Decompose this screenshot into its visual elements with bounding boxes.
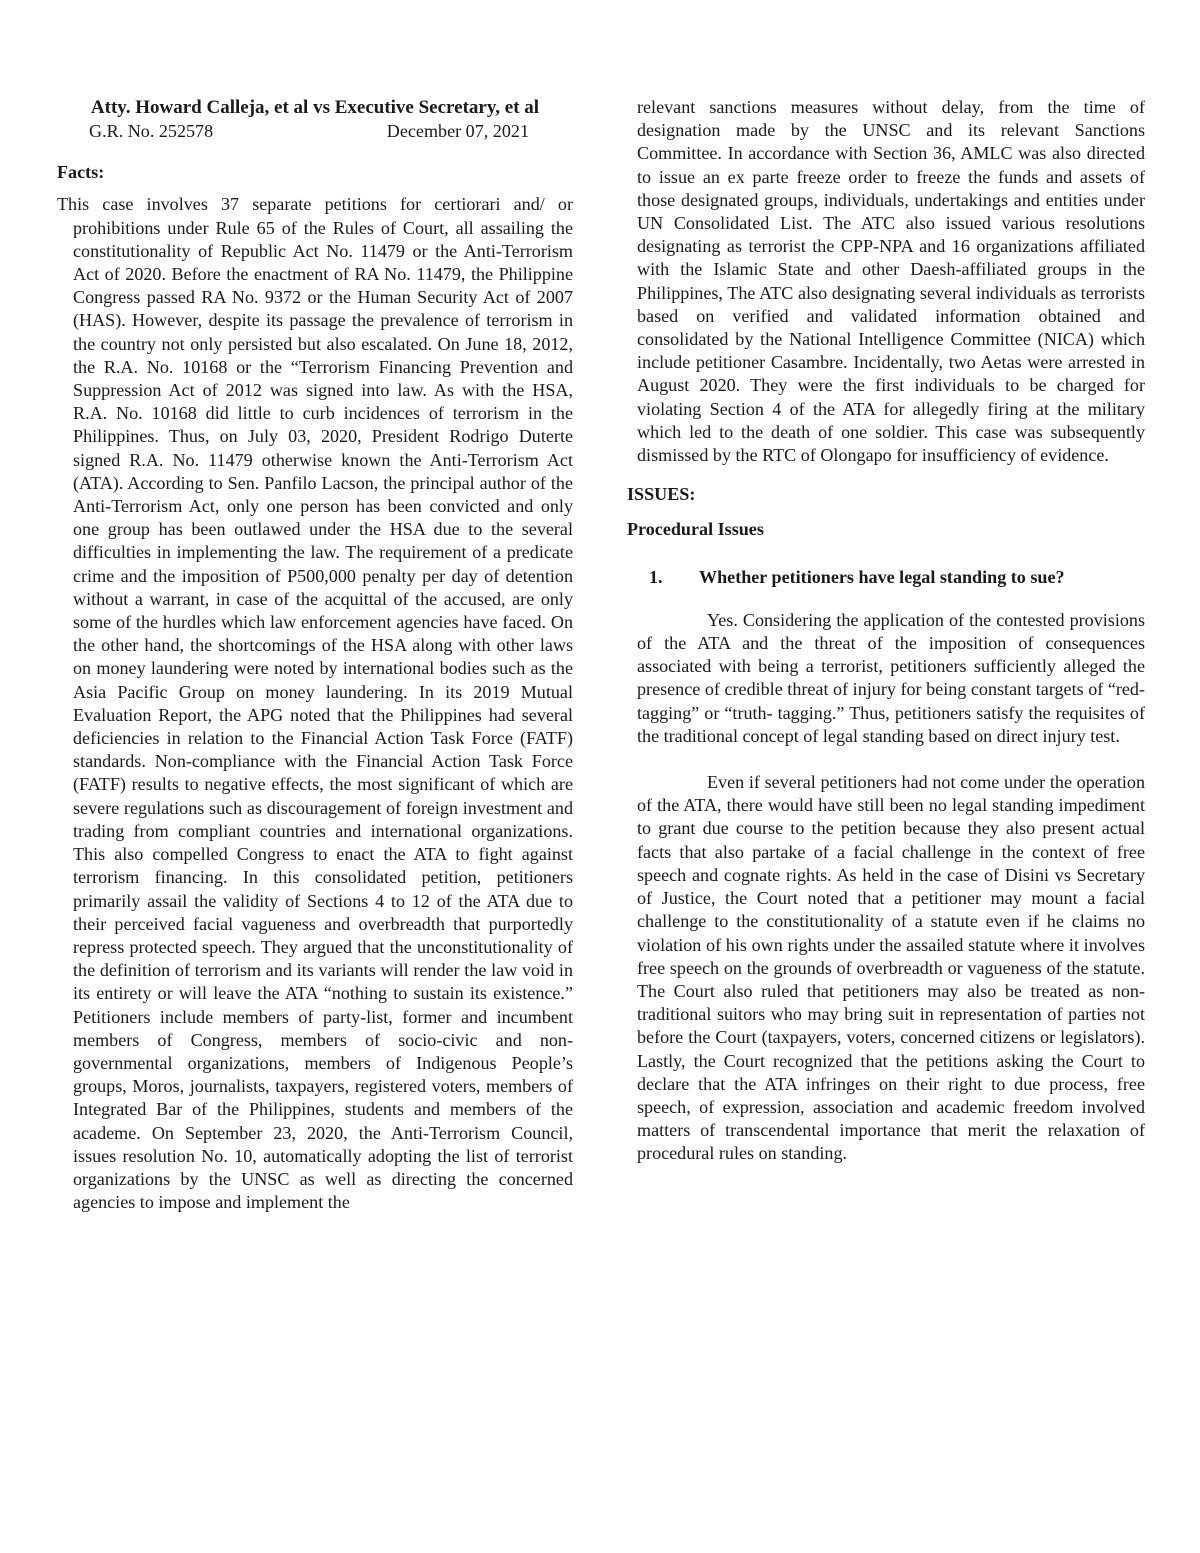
issue-number: 1.: [649, 566, 663, 587]
issues-heading: ISSUES:: [627, 484, 696, 505]
right-column: [627, 96, 1145, 1166]
facts-paragraph: This case involves 37 separate petitions for certiorari and/ or prohibitions under Rule 65 of the Rules of Court, all assailing the constitutionality of Republic Act No. 11479 or the Anti-Terrorism Act of 2020. Before the enactment of RA No. 11479, the Philippine Congress passed RA No. 9372 or the Human Security Act of 2007 (HAS). However, despite its passage the prevalence of terrorism in the country not only persisted but also escalated. On June 18, 2012, the R.A. No. 10168 or the “Terrorism Financing Prevention and Suppression Act of 2012 was signed into law. As with the HSA, R.A. No. 10168 did little to curb incidences of terrorism in the Philippines. Thus, on July 03, 2020, President Rodrigo Duterte signed R.A. No. 11479 otherwise known the Anti-Terrorism Act (ATA). According to Sen. Panfilo Lacson, the principal author of the Anti-Terrorism Act, only one person has been convicted and only one group has been outlawed under the HSA due to the several difficulties in implementing the law. The requirement of a predicate crime and the imposition of P500,000 penalty per day of detention without a warrant, in case of the acquittal of the accused, are only some of the hurdles which law enforcement agencies have faced. On the other hand, the shortcomings of the HSA along with other laws on money laundering were noted by international bodies such as the Asia Pacific Group on money laundering. In its 2019 Mutual Evaluation Report, the APG noted that the Philippines had several deficiencies in relation to the Financial Action Task Force (FATF) standards. Non-compliance with the Financial Action Task Force (FATF) results to negative effects, the most significant of which are severe regulations such as discouragement of foreign investment and trading from compliant countries and international organizations. This also compelled Congress to enact the ATA to fight against terrorism financing. In this consolidated petition, petitioners primarily assail the validity of Sections 4 to 12 of the ATA due to their perceived facial vagueness and overbreadth that purportedly repress protected speech. They argued that the unconstitutionality of the definition of terrorism and its variants will render the law void in its entirety or will leave the ATA “nothing to sustain its existence.” Petitioners include members of party-list, former and incumbent members of Congress, members of socio-civic and non-governmental organizations, members of Indigenous People’s groups, Moros, journalists, taxpayers, registered voters, members of Integrated Bar of the Philippines, students and members of the academe. On September 23, 2020, the Anti-Terrorism Council, issues resolution No. 10, automatically adopting the list of terrorist organizations by the UNSC as well as directing the concerned agencies to impose and implement the: [57, 194, 573, 1213]
procedural-issues-heading: Procedural Issues: [627, 519, 764, 540]
facts-continued-paragraph: relevant sanctions measures without delay, from the time of designation made by the UNSC and its relevant Sanctions Committee. In accordance with Section 36, AMLC was also directed to issue an ex parte freeze order to freeze the funds and assets of those designated groups, individuals, undertakings and entities under UN Consolidated List. The ATC also issued various resolutions designating as terrorist the CPP-NPA and 16 organizations affiliated with the Islamic State and other Daesh-affiliated groups in the Philippines, The ATC also designating several individuals as terrorists based on verified and validated information obtained and consolidated by the National Intelligence Committee (NICA) which include petitioner Casambre. Incidentally, two Aetas were arrested in August 2020. They were the first individuals to be charged for violating Section 4 of the ATA for allegedly firing at the military which led to the death of one soldier. This case was subsequently dismissed by the RTC of Olongapo for insufficiency of evidence.: [637, 97, 1145, 466]
issue-question: [649, 566, 1145, 589]
case-subtitle: [57, 120, 573, 143]
answer-paragraph-1: Yes. Considering the application of the contested provisions of the ATA and the threat of the imposition of consequences associated with being a terrorist, petitioners sufficiently alleged the presence of credible threat of injury for being constant targets of “red-tagging” or “truth- tagging.” Thus, petitioners satisfy the requisites of the traditional concept of legal standing based on direct injury test.: [637, 609, 1145, 746]
facts-heading: Facts:: [57, 162, 105, 183]
case-title: Atty. Howard Calleja, et al vs Executive Secretary, et al: [90, 97, 540, 118]
gr-number: G.R. No. 252578: [89, 121, 214, 141]
decision-date: December 07, 2021: [386, 121, 529, 141]
answer-paragraph-2: Even if several petitioners had not come under the operation of the ATA, there would have still been no legal standing impediment to grant due course to the petition because they also present actual facts that also partake of a facial challenge in the context of free speech and cognate rights. As held in the case of Disini vs Secretary of Justice, the Court noted that a petitioner may mount a facial challenge to the constitutionality of a statute even if he claims no violation of his own rights under the assailed statute where it involves free speech on the grounds of overbreadth or vagueness of the statute. The Court also ruled that petitioners may also be treated as non-traditional suitors who may bring suit in representation of parties not before the Court (taxpayers, voters, concerned citizens or legislators). Lastly, the Court recognized that the petitions asking the Court to declare that the ATA infringes on their right to due process, free speech, of expression, association and academic freedom involved matters of transcendental importance that merit the relaxation of procedural rules on standing.: [637, 772, 1145, 1164]
left-column: [57, 96, 573, 1214]
issue-question-text: Whether petitioners have legal standing to sue?: [699, 566, 1065, 587]
